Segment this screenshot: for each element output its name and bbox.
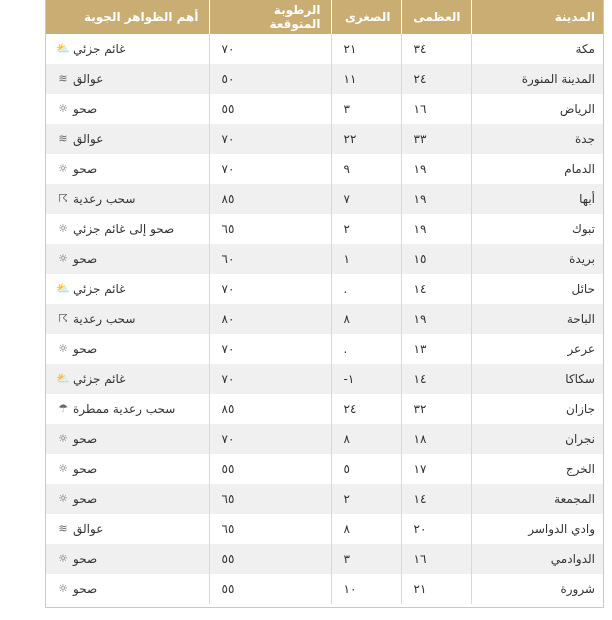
cell-weather (46, 544, 209, 574)
cell-city: مكة (471, 34, 604, 64)
weather-label: صحو (73, 582, 98, 596)
cell-min: ٨ (331, 424, 401, 454)
partly-cloudy-icon: ⛅ (56, 42, 70, 55)
cell-min: ١١ (331, 64, 401, 94)
table-row (46, 124, 604, 154)
weather-label: غائم جزئي (73, 372, 126, 386)
weather-condition (56, 282, 125, 296)
weather-label: صحو (73, 252, 98, 266)
cell-min: . (331, 334, 401, 364)
partly-cloudy-icon: ⛅ (56, 282, 70, 295)
weather-condition (56, 372, 125, 386)
weather-condition (56, 312, 135, 326)
weather-label: صحو (73, 492, 98, 506)
cell-city: نجران (471, 424, 604, 454)
weather-label: غائم جزئي (73, 42, 126, 56)
cell-city: أبها (471, 184, 604, 214)
cell-max: ٣٣ (401, 124, 471, 154)
table-row (46, 304, 604, 334)
cell-city: الدمام (471, 154, 604, 184)
cell-humidity: ٧٠ (209, 124, 331, 154)
cell-humidity: ٥٠ (209, 64, 331, 94)
cell-humidity: ٧٠ (209, 424, 331, 454)
dust-icon: ≋ (58, 132, 68, 145)
weather-table (46, 0, 604, 604)
cell-max: ١٩ (401, 154, 471, 184)
cell-max: ٣٢ (401, 394, 471, 424)
cell-min: ٥ (331, 454, 401, 484)
weather-condition (56, 252, 97, 266)
cell-min: ١ (331, 244, 401, 274)
cell-humidity: ٨٠ (209, 304, 331, 334)
sun-icon: ☼ (58, 552, 68, 565)
sun-icon: ☼ (58, 492, 68, 505)
weather-condition (56, 192, 135, 206)
cell-weather (46, 574, 209, 604)
cell-weather (46, 94, 209, 124)
table-row (46, 64, 604, 94)
weather-label: سحب رعدية (73, 312, 136, 326)
partly-cloudy-icon: ⛅ (56, 372, 70, 385)
cell-max: ١٥ (401, 244, 471, 274)
weather-condition (56, 132, 103, 146)
cell-city: حائل (471, 274, 604, 304)
weather-condition (56, 492, 97, 506)
table-row (46, 334, 604, 364)
cell-city: جدة (471, 124, 604, 154)
dust-icon: ≋ (58, 522, 68, 535)
sun-icon: ☼ (58, 342, 68, 355)
weather-condition (56, 432, 97, 446)
cell-weather (46, 64, 209, 94)
sun-icon: ☼ (58, 102, 68, 115)
weather-condition (56, 402, 175, 416)
cell-city: سكاكا (471, 364, 604, 394)
cell-min: ٣ (331, 544, 401, 574)
sun-icon: ☼ (58, 432, 68, 445)
cell-weather (46, 394, 209, 424)
weather-table-container (45, 0, 604, 608)
table-row (46, 154, 604, 184)
cell-humidity: ٨٥ (209, 394, 331, 424)
table-header-row (46, 0, 604, 34)
weather-label: صحو (73, 162, 98, 176)
table-row (46, 544, 604, 574)
cell-max: ١٤ (401, 274, 471, 304)
cell-city: الدوادمي (471, 544, 604, 574)
cell-min: ٢ (331, 484, 401, 514)
cell-max: ١٦ (401, 544, 471, 574)
cell-max: ١٣ (401, 334, 471, 364)
cell-city: المدينة المنورة (471, 64, 604, 94)
cell-weather (46, 124, 209, 154)
cell-min: ٢٤ (331, 394, 401, 424)
cell-weather (46, 214, 209, 244)
weather-condition (56, 102, 97, 116)
cell-min: ٢١ (331, 34, 401, 64)
cell-city: وادي الدواسر (471, 514, 604, 544)
cell-min: ٩ (331, 154, 401, 184)
weather-label: سحب رعدية (73, 192, 136, 206)
dust-icon: ≋ (58, 72, 68, 85)
weather-label: سحب رعدية ممطرة (73, 402, 176, 416)
cell-max: ١٩ (401, 214, 471, 244)
header-city: المدينة (471, 0, 604, 34)
cell-min: ٢٢ (331, 124, 401, 154)
weather-condition (56, 522, 103, 536)
cell-max: ١٩ (401, 184, 471, 214)
weather-label: صحو (73, 102, 98, 116)
table-row (46, 484, 604, 514)
header-max: العظمى (401, 0, 471, 34)
table-row (46, 574, 604, 604)
cell-weather (46, 184, 209, 214)
cell-max: ١٩ (401, 304, 471, 334)
cell-weather (46, 304, 209, 334)
sun-icon: ☼ (58, 582, 68, 595)
cell-max: ١٧ (401, 454, 471, 484)
sun-icon: ☼ (58, 222, 68, 235)
cell-humidity: ٥٥ (209, 574, 331, 604)
cell-weather (46, 514, 209, 544)
weather-label: صحو (73, 462, 98, 476)
weather-label: صحو إلى غائم جزئي (73, 222, 175, 236)
cell-humidity: ٧٠ (209, 274, 331, 304)
sun-icon: ☼ (58, 462, 68, 475)
cell-weather (46, 244, 209, 274)
cell-city: بريدة (471, 244, 604, 274)
table-row (46, 514, 604, 544)
header-min: الصغرى (331, 0, 401, 34)
cell-city: شرورة (471, 574, 604, 604)
sun-icon: ☼ (58, 162, 68, 175)
cell-max: ٢٤ (401, 64, 471, 94)
cell-min: ٧ (331, 184, 401, 214)
weather-condition (56, 342, 97, 356)
cell-weather (46, 274, 209, 304)
cell-humidity: ٧٠ (209, 34, 331, 64)
weather-label: صحو (73, 552, 98, 566)
cell-humidity: ٦٥ (209, 484, 331, 514)
cell-max: ١٤ (401, 364, 471, 394)
cell-city: تبوك (471, 214, 604, 244)
cell-humidity: ٦٥ (209, 214, 331, 244)
cell-weather (46, 334, 209, 364)
table-row (46, 394, 604, 424)
cell-city: الرياض (471, 94, 604, 124)
cell-min: ١- (331, 364, 401, 394)
cell-weather (46, 454, 209, 484)
table-row (46, 274, 604, 304)
weather-label: عوالق (73, 522, 104, 536)
cell-humidity: ٦٠ (209, 244, 331, 274)
cell-max: ٣٤ (401, 34, 471, 64)
cell-city: جازان (471, 394, 604, 424)
table-row (46, 244, 604, 274)
cell-min: . (331, 274, 401, 304)
cell-max: ٢٠ (401, 514, 471, 544)
weather-label: غائم جزئي (73, 282, 126, 296)
cell-city: المجمعة (471, 484, 604, 514)
cell-humidity: ٧٠ (209, 364, 331, 394)
table-row (46, 184, 604, 214)
cell-max: ١٦ (401, 94, 471, 124)
cell-humidity: ٥٥ (209, 94, 331, 124)
cell-humidity: ٥٥ (209, 544, 331, 574)
cell-weather (46, 34, 209, 64)
table-row (46, 34, 604, 64)
thunder-cloud-icon: ☈ (58, 312, 68, 325)
header-humidity: الرطوبة المتوقعة (209, 0, 331, 34)
table-row (46, 364, 604, 394)
thunder-cloud-icon: ☈ (58, 192, 68, 205)
weather-condition (56, 72, 103, 86)
header-weather: أهم الظواهر الجوية (83, 10, 199, 24)
cell-min: ٨ (331, 514, 401, 544)
weather-label: صحو (73, 342, 98, 356)
cell-city: الخرج (471, 454, 604, 484)
rain-cloud-icon: ☂ (58, 402, 68, 415)
cell-min: ٨ (331, 304, 401, 334)
table-row (46, 214, 604, 244)
cell-max: ٢١ (401, 574, 471, 604)
weather-label: عوالق (73, 132, 104, 146)
cell-humidity: ٨٥ (209, 184, 331, 214)
cell-weather (46, 424, 209, 454)
cell-humidity: ٧٠ (209, 334, 331, 364)
sun-icon: ☼ (58, 252, 68, 265)
weather-condition (56, 162, 97, 176)
cell-humidity: ٦٥ (209, 514, 331, 544)
cell-weather (46, 484, 209, 514)
table-row (46, 424, 604, 454)
weather-condition (56, 582, 97, 596)
weather-condition (56, 42, 125, 56)
weather-label: عوالق (73, 72, 104, 86)
table-row (46, 454, 604, 484)
cell-humidity: ٥٥ (209, 454, 331, 484)
cell-min: ٢ (331, 214, 401, 244)
weather-condition (56, 552, 97, 566)
weather-condition (56, 222, 174, 236)
cell-weather (46, 364, 209, 394)
cell-humidity: ٧٠ (209, 154, 331, 184)
cell-min: ١٠ (331, 574, 401, 604)
cell-min: ٣ (331, 94, 401, 124)
weather-label: صحو (73, 432, 98, 446)
cell-city: عرعر (471, 334, 604, 364)
cell-max: ١٨ (401, 424, 471, 454)
cell-weather (46, 154, 209, 184)
cell-city: الباحة (471, 304, 604, 334)
weather-condition (56, 462, 97, 476)
table-row (46, 94, 604, 124)
cell-max: ١٤ (401, 484, 471, 514)
